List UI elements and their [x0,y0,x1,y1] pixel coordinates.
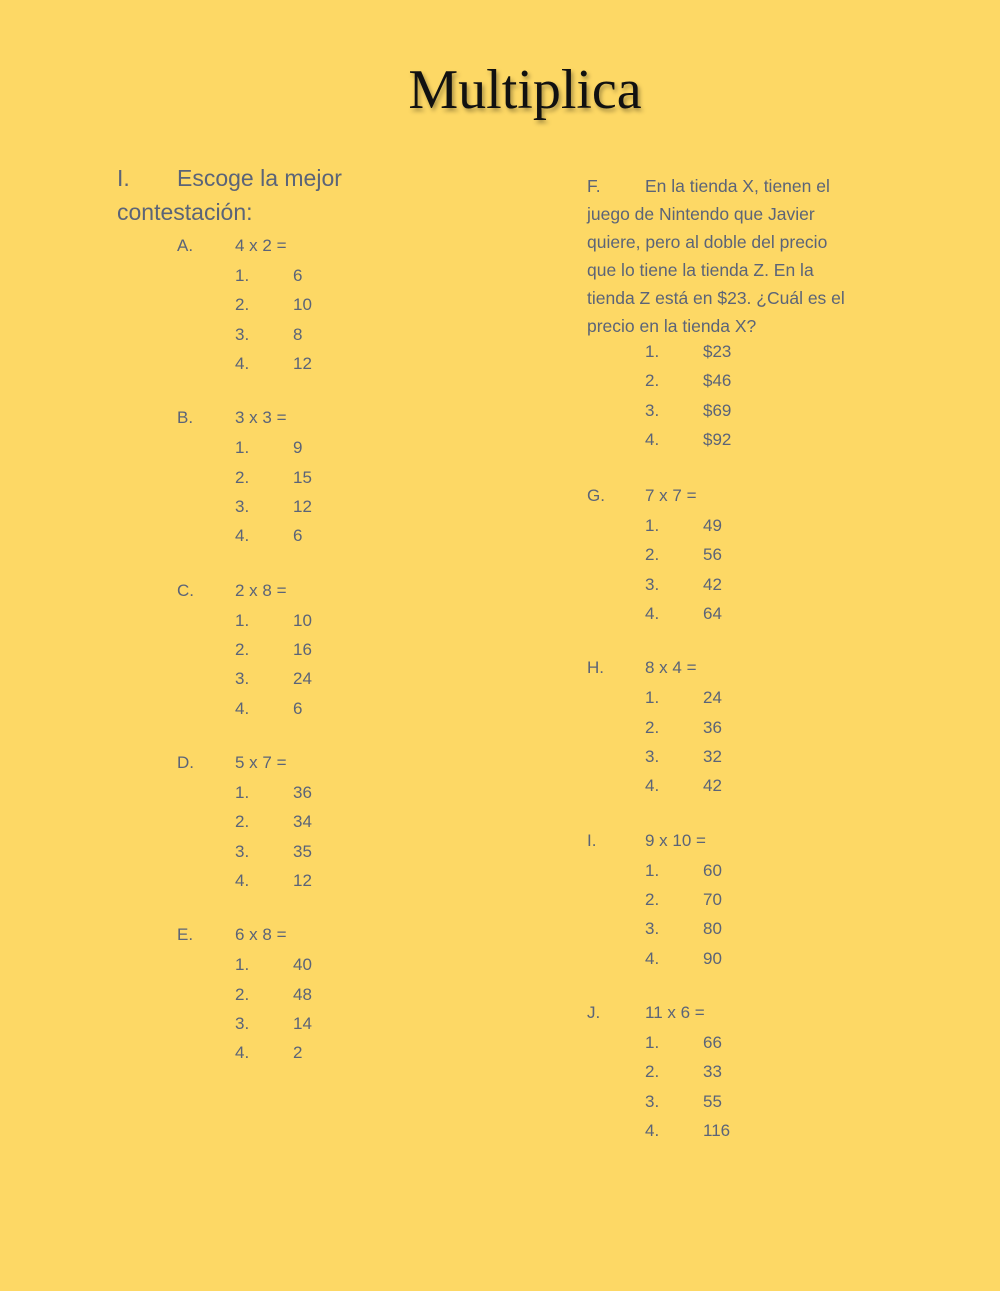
question-text: 3 x 3 = [235,408,287,428]
section-number: I. [117,165,130,191]
option-number: 1. [645,1032,660,1052]
option-number: 4. [645,429,660,449]
question-letter: G. [587,486,605,505]
option-number: 2. [645,371,660,391]
option-value: 116 [703,1120,731,1140]
word-problem-line: que lo tiene la tienda Z. En la [587,260,814,280]
option-value: $69 [703,400,732,420]
option-number: 2. [235,639,250,659]
question-text: 7 x 7 = [645,486,697,505]
option-value: 35 [293,841,312,861]
option-value: 24 [703,688,722,708]
option-number: 1. [235,610,250,630]
question-letter: D. [177,752,194,772]
option-number: 2. [645,545,660,565]
option-value: 34 [293,812,312,832]
question-letter: F. [587,176,601,196]
option-number: 3. [235,1013,250,1033]
question-letter: H. [587,658,604,678]
option-value: 6 [293,526,303,546]
word-problem-line: tienda Z está en $23. ¿Cuál es el [587,288,845,308]
option-value: 90 [703,948,722,968]
question-letter: J. [587,1002,601,1022]
question-letter: C. [177,580,194,600]
question-letter: I. [587,830,597,850]
option-number: 2. [645,1062,660,1082]
option-number: 1. [645,342,660,361]
option-value: 40 [293,955,312,975]
option-number: 2. [645,889,660,909]
option-value: 42 [703,776,722,796]
option-number: 4. [235,1043,250,1063]
question-text: 4 x 2 = [235,236,287,255]
option-number: 1. [235,782,250,802]
option-value: 70 [703,889,722,909]
option-number: 4. [235,353,250,373]
option-value: 42 [703,574,722,594]
option-value: 8 [293,324,303,344]
option-value: 55 [703,1091,722,1111]
option-value: 24 [293,669,312,689]
option-number: 3. [645,1091,660,1111]
option-number: 4. [645,776,660,796]
option-number: 3. [645,574,660,594]
word-problem [587,172,877,340]
option-number: 3. [235,669,250,689]
option-value: $46 [703,371,732,391]
option-number: 3. [645,400,660,420]
option-number: 3. [235,496,250,516]
question-letter: B. [177,408,194,428]
option-number: 2. [235,812,250,832]
option-number: 2. [235,467,250,487]
option-value: 16 [293,639,312,659]
option-value: 48 [293,984,312,1004]
option-value: 9 [293,438,303,458]
option-value: 64 [703,603,722,623]
option-value: 56 [703,545,722,565]
option-value: 33 [703,1062,722,1082]
option-value: 10 [293,610,312,630]
question-letter: E. [177,925,194,945]
option-value: 66 [703,1032,722,1052]
option-number: 4. [235,698,250,718]
question-text: 11 x 6 = [645,1002,705,1022]
question-letter: A. [177,236,194,255]
option-value: 49 [703,516,722,535]
option-value: 15 [293,467,312,487]
option-value: $92 [703,429,732,449]
question-text: 8 x 4 = [645,658,697,678]
option-value: 36 [293,782,312,802]
option-number: 3. [645,919,660,939]
option-value: 10 [293,295,312,315]
option-number: 1. [235,438,250,458]
option-number: 4. [645,603,660,623]
option-value: 60 [703,860,722,880]
word-problem-line: juego de Nintendo que Javier [587,204,815,224]
section-heading-line2: contestación: [117,199,253,225]
option-value: 80 [703,919,722,939]
option-value: 2 [293,1043,303,1063]
option-number: 1. [235,955,250,975]
option-number: 1. [235,266,250,285]
option-value: 32 [703,746,722,766]
option-value: 12 [293,496,312,516]
option-value: 12 [293,870,312,890]
option-number: 4. [235,526,250,546]
word-problem-line: precio en la tienda X? [587,316,757,336]
question-text: 5 x 7 = [235,752,287,772]
option-number: 2. [235,984,250,1004]
question-text: 6 x 8 = [235,925,287,945]
option-number: 2. [235,295,250,315]
option-value: 36 [703,717,722,737]
option-number: 4. [235,870,250,890]
option-number: 1. [645,688,660,708]
option-number: 2. [645,717,660,737]
option-number: 4. [645,948,660,968]
option-value: $23 [703,342,732,361]
question-text: 2 x 8 = [235,580,287,600]
option-number: 3. [235,324,250,344]
section-heading-line1: Escoge la mejor [177,165,342,191]
option-value: 6 [293,698,303,718]
option-value: 14 [293,1013,312,1033]
option-number: 1. [645,516,660,535]
question-text: 9 x 10 = [645,830,706,850]
option-value: 6 [293,266,303,285]
word-problem-line: F. En la tienda X, tienen el [587,172,877,200]
option-value: 12 [293,353,312,373]
page-title: Multiplica [408,59,642,121]
option-number: 3. [645,746,660,766]
word-problem-line: quiere, pero al doble del precio [587,232,828,252]
option-number: 3. [235,841,250,861]
option-number: 1. [645,860,660,880]
option-number: 4. [645,1120,660,1140]
